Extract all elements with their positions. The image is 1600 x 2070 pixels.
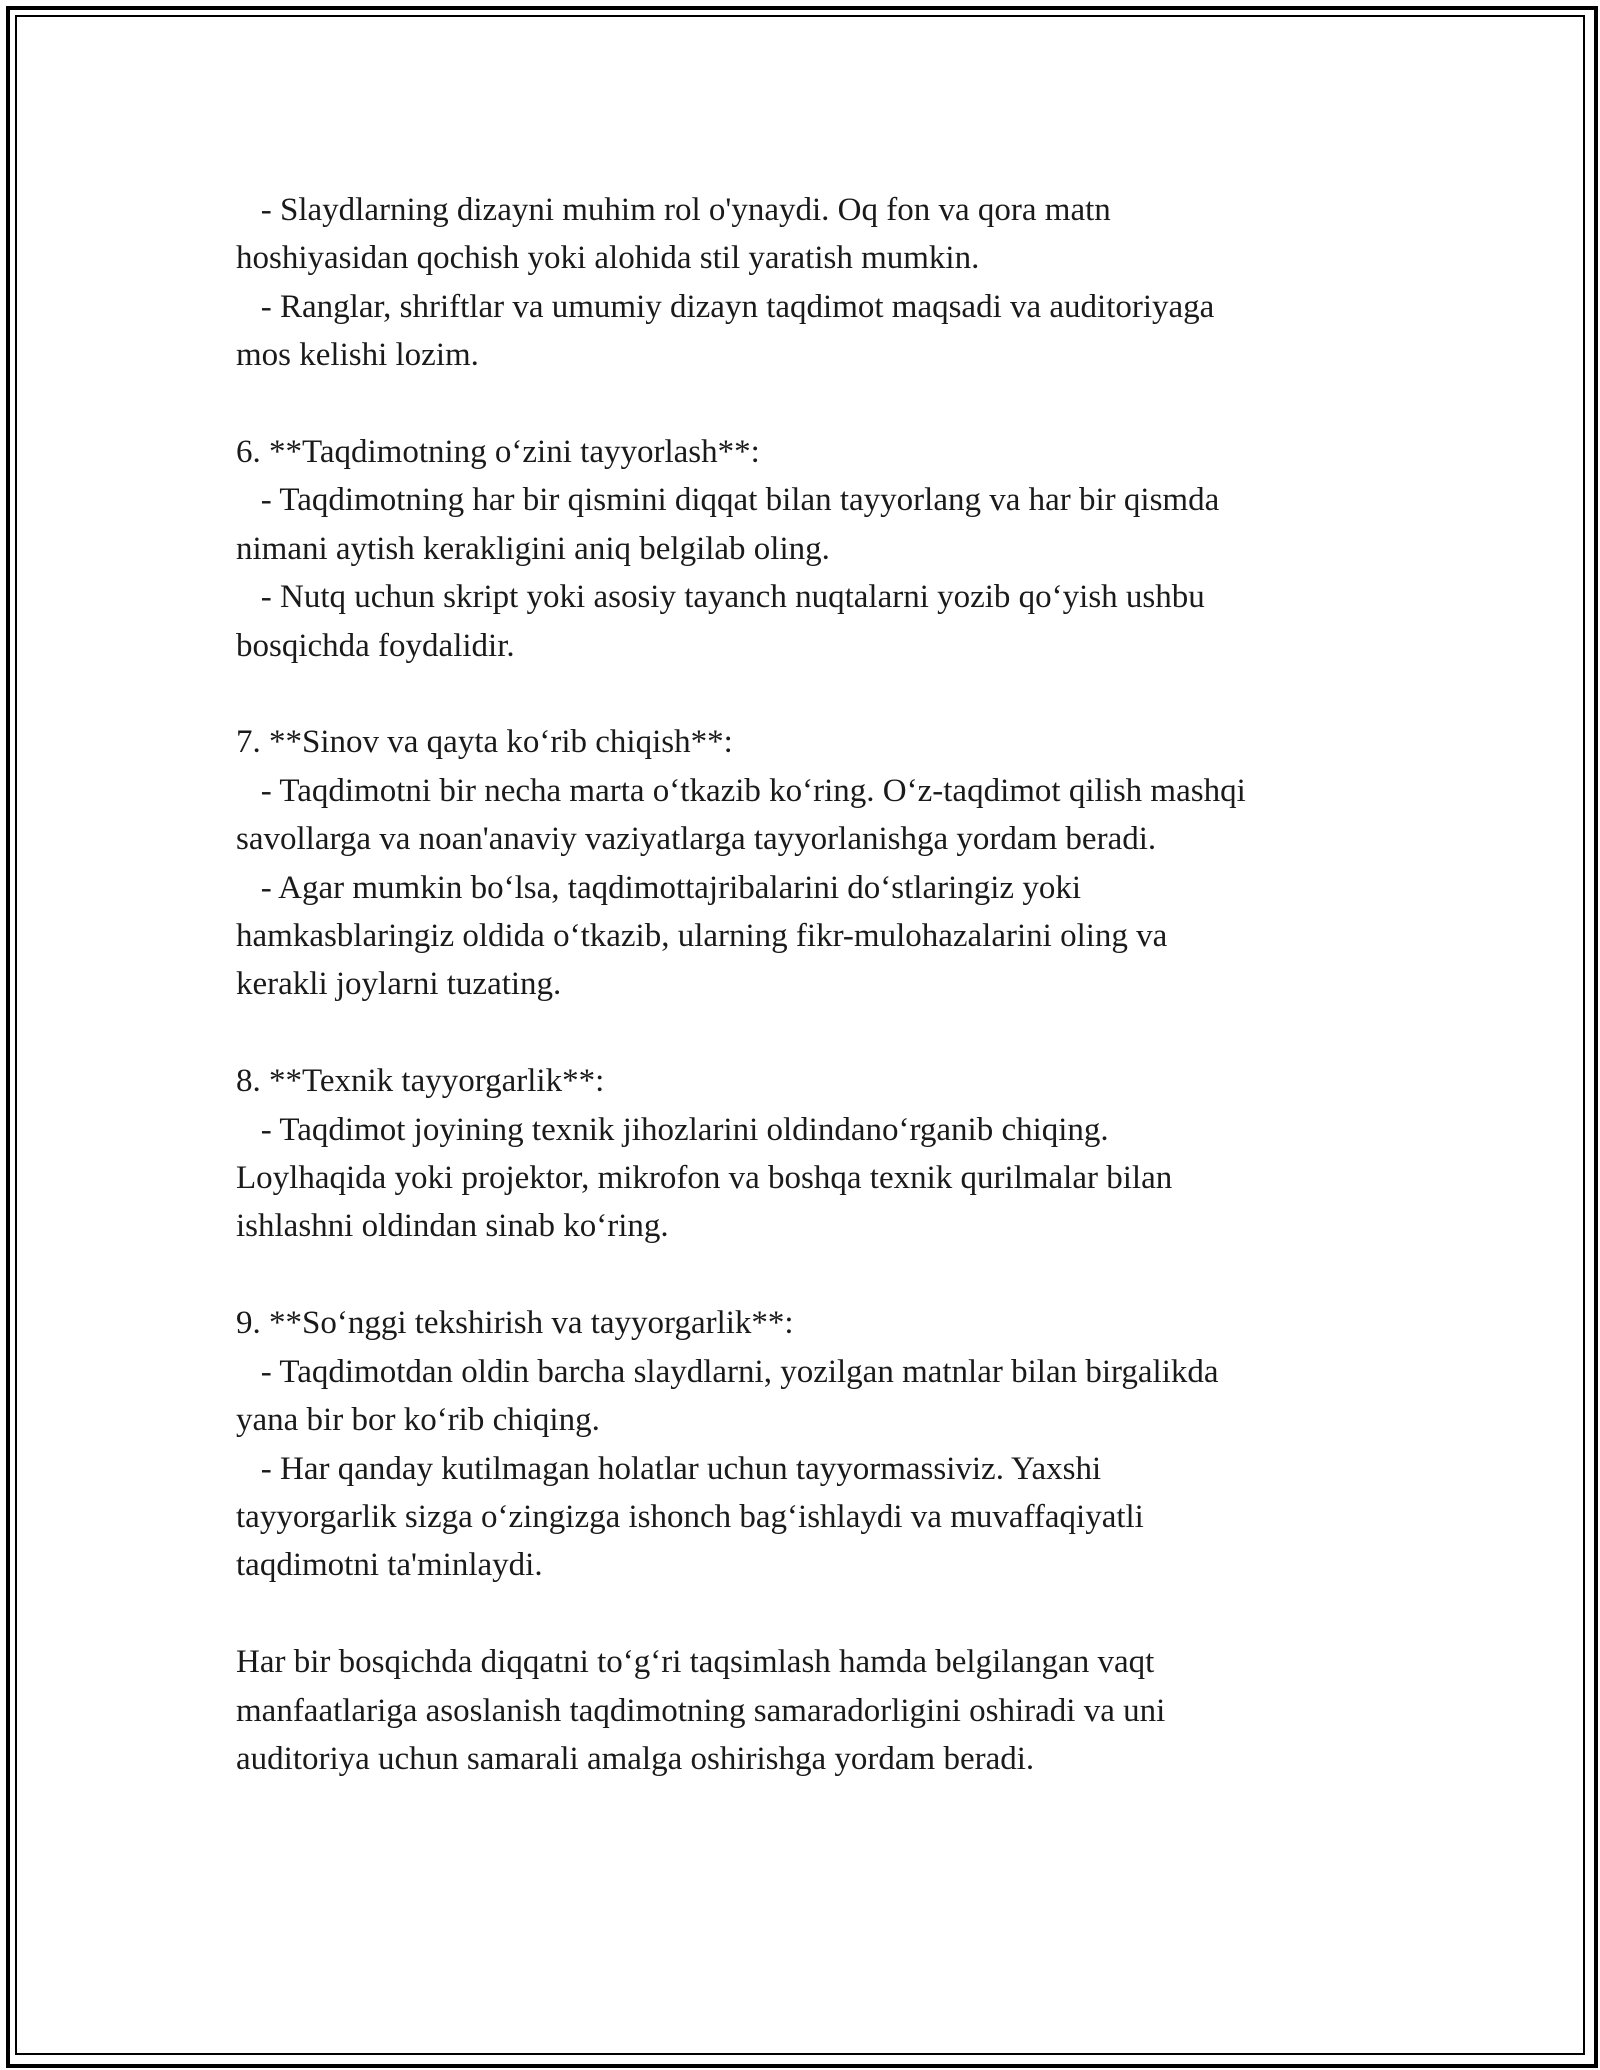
text-line: hoshiyasidan qochish yoki alohida stil yaratish mumkin. [236, 240, 980, 277]
text-line: - Taqdimotning har bir qismini diqqat bilan tayyorlang va har bir qismda [236, 482, 1220, 519]
text-line: ishlashni oldindan sinab ko‘ring. [236, 1208, 669, 1245]
text-line: savollarga va noan'anaviy vaziyatlarga tayyorlanishga yordam beradi. [236, 821, 1157, 858]
text-line: 7. **Sinov va qayta ko‘rib chiqish**: [236, 724, 733, 761]
text-line: 6. **Taqdimotning o‘zini tayyorlash**: [236, 434, 760, 471]
text-line: - Taqdimot joyining texnik jihozlarini oldindano‘rganib chiqing. [236, 1111, 1109, 1148]
blank-line [236, 380, 1396, 428]
text-line: hamkasblaringiz oldida o‘tkazib, ularning fikr-mulohazalarini oling va [236, 918, 1168, 955]
text-line: yana bir bor ko‘rib chiqing. [236, 1402, 600, 1439]
text-line: 8. **Texnik tayyorgarlik**: [236, 1063, 605, 1100]
text-line: - Slaydlarning dizayni muhim rol o'ynaydi. Oq fon va qora matn [236, 192, 1111, 228]
text-line: - Agar mumkin bo‘lsa, taqdimottajribalarini do‘stlaringiz yoki [236, 869, 1081, 906]
text-line: - Taqdimotni bir necha marta o‘tkazib ko‘ring. O‘z-taqdimot qilish mashqi [236, 772, 1246, 809]
blank-line [236, 1590, 1396, 1638]
blank-line [236, 1251, 1396, 1299]
text-line: bosqichda foydalidir. [236, 627, 515, 664]
text-line: - Nutq uchun skript yoki asosiy tayanch nuqtalarni yozib qo‘yish ushbu [236, 579, 1205, 616]
text-line: - Har qanday kutilmagan holatlar uchun tayyormassiviz. Yaxshi [236, 1450, 1102, 1487]
text-line: kerakli joylarni tuzating. [236, 966, 562, 1003]
text-line: Har bir bosqichda diqqatni to‘g‘ri taqsimlash hamda belgilangan vaqt [236, 1644, 1155, 1681]
text-line: taqdimotni ta'minlaydi. [236, 1547, 543, 1584]
blank-line [236, 670, 1396, 718]
text-line: nimani aytish kerakligini aniq belgilab oling. [236, 530, 830, 567]
text-line: tayyorgarlik sizga o‘zingizga ishonch bag‘ishlaydi va muvaffaqiyatli [236, 1498, 1144, 1535]
text-line: 9. **So‘nggi tekshirish va tayyorgarlik**: [236, 1305, 794, 1342]
text-line: Loylhaqida yoki projektor, mikrofon va boshqa texnik qurilmalar bilan [236, 1160, 1173, 1197]
document-body [236, 186, 1396, 1783]
text-line: - Ranglar, shriftlar va umumiy dizayn taqdimot maqsadi va auditoriyaga [236, 288, 1215, 325]
blank-line [236, 1009, 1396, 1057]
text-line: manfaatlariga asoslanish taqdimotning samaradorligini oshiradi va uni [236, 1692, 1166, 1729]
text-line: - Taqdimotdan oldin barcha slaydlarni, yozilgan matnlar bilan birgalikda [236, 1353, 1219, 1390]
text-line: mos kelishi lozim. [236, 337, 479, 374]
text-line: auditoriya uchun samarali amalga oshirishga yordam beradi. [236, 1740, 1035, 1777]
